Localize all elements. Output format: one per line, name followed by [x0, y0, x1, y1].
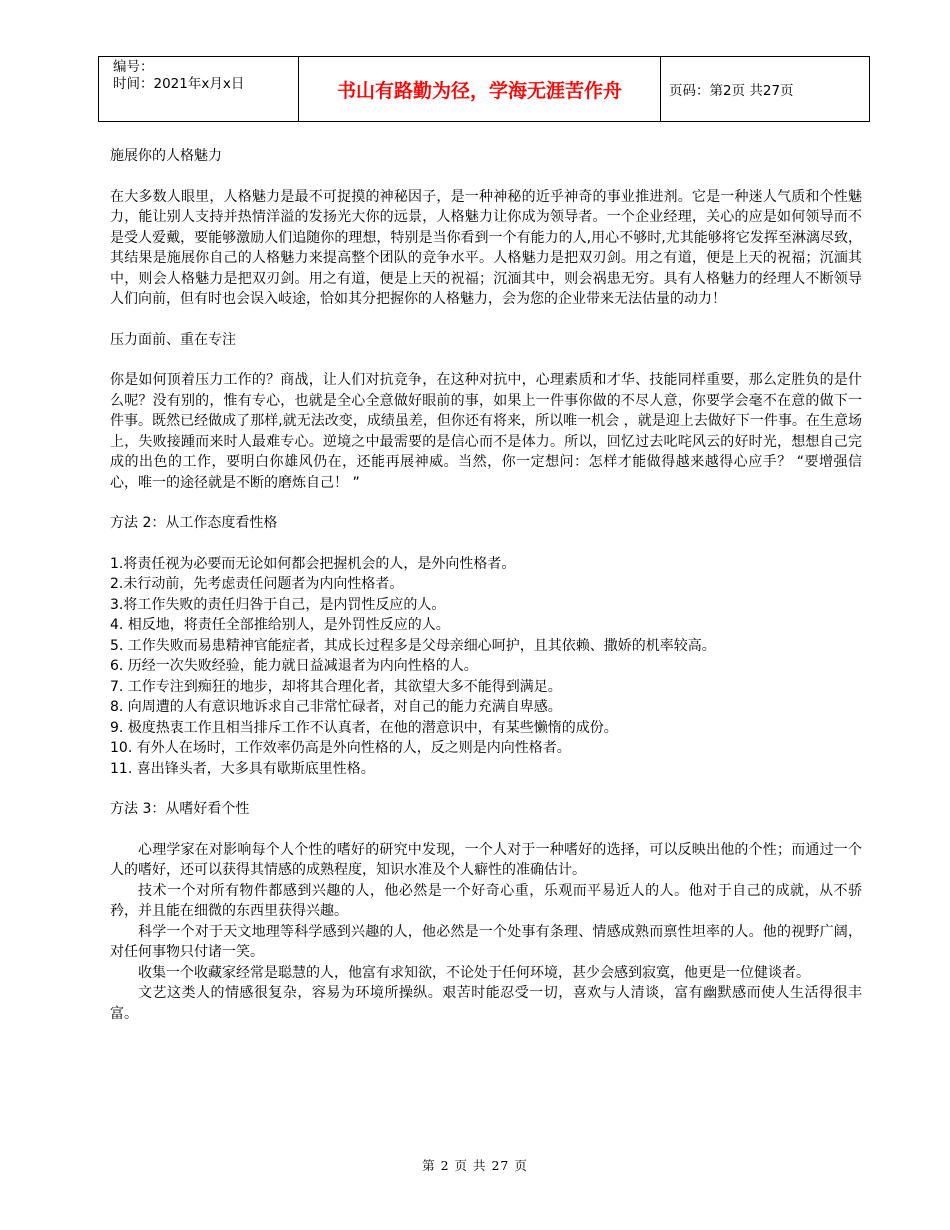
- hobby-paragraph: 心理学家在对影响每个人个性的嗜好的研究中发现，一个人对于一种嗜好的选择，可以反映出他的个性；而通过一个人的嗜好，还可以获得其情感的成熟程度，知识水准及个人癖性的准确估计。: [110, 841, 862, 878]
- time-label: 时间：2021年x月x日: [113, 76, 245, 92]
- list-item: 2.未行动前，先考虑责任问题者为内向性格者。: [110, 576, 404, 592]
- list-item: 5. 工作失败而易患精神官能症者，其成长过程多是父母亲细心呵护，且其依赖、撒娇的机率较高。: [110, 637, 716, 654]
- header-page-info: 页码：第2页 共27页: [669, 83, 794, 99]
- method-list: [110, 554, 862, 780]
- hobby-paragraph: 文艺这类人的情感很复杂，容易为环境所操纵。艰苦时能忍受一切，喜欢与人清谈，富有幽默感而使人生活得很丰富。: [110, 985, 862, 1022]
- section-title: 压力面前、重在专注: [110, 331, 236, 348]
- list-item: 3.将工作失败的责任归咎于自己，是内罚性反应的人。: [110, 596, 446, 613]
- list-item: 4. 相反地，将责任全部推给别人，是外罚性反应的人。: [110, 617, 450, 633]
- section-paragraph: 在大多数人眼里，人格魅力是最不可捉摸的神秘因子，是一种神秘的近乎神奇的事业推进剂。它是一种迷人气质和个性魅力，能让别人支持并热情洋溢的发扬光大你的远景，人格魅力让你成为领导者。一个企业经理，关心的应是如何领导而不是受人爱戴，要能够激励人们追随你的理想，特别是当你看到一个有能力的人,用心不够时,尤其能够将它发挥至淋漓尽致，其结果是施展你自己的人格魅力来提高整个团队的竞争水平。人格魅力是把双刃剑。用之有道，便是上天的祝福；沉湎其中，则会人格魅力是把双刃剑。用之有道，便是上天的祝福；沉湎其中，则会祸患无穷。具有人格魅力的经理人不断领导人们向前，但有时也会误入岐途，恰如其分把握你的人格魅力，会为您的企业带来无法估量的动力！: [110, 188, 862, 307]
- list-item: 8. 向周遭的人有意识地诉求自己非常忙碌者，对自己的能力充满自卑感。: [110, 699, 562, 715]
- section-title: 方法 3：从嗜好看个性: [110, 801, 250, 817]
- page-header: [98, 56, 870, 122]
- section-title: 方法 2：从工作态度看性格: [110, 515, 278, 531]
- list-item: 10. 有外人在场时，工作效率仍高是外向性格的人，反之则是内向性格者。: [110, 740, 571, 756]
- list-item: 9. 极度热衷工作且相当排斥工作不认真者，在他的潜意识中，有某些懒惰的成份。: [110, 719, 618, 736]
- list-item: 6. 历经一次失败经验，能力就日益减退者为内向性格的人。: [110, 658, 478, 674]
- header-info-cell: [99, 57, 299, 121]
- hobby-paragraph: 收集一个收藏家经常是聪慧的人，他富有求知欲，不论处于任何环境，甚少会感到寂寞，他更是一位健谈者。: [138, 964, 810, 981]
- document-body: [110, 146, 862, 1024]
- list-item: 11. 喜出锋头者，大多具有歇斯底里性格。: [110, 760, 375, 777]
- hobby-paragraph: 技术一个对所有物件都感到兴趣的人，他必然是一个好奇心重，乐观而平易近人的人。他对于自己的成就，从不骄矜，并且能在细微的东西里获得兴趣。: [110, 882, 862, 919]
- header-motto: 书山有路勤为径，学海无涯苦作舟: [299, 57, 661, 121]
- list-item: 7. 工作专注到痴狂的地步，却将其合理化者，其欲望大多不能得到满足。: [110, 678, 562, 695]
- hobby-paragraph: 科学一个对于天文地理等科学感到兴趣的人，他必然是一个处事有条理、情感成熟而禀性坦率的人。他的视野广阔，对任何事物只付诸一笑。: [110, 923, 862, 960]
- page-footer: 第 2 页 共 27 页: [422, 1158, 528, 1173]
- section-title: 施展你的人格魅力: [110, 148, 222, 164]
- number-label: 编号：: [113, 59, 154, 75]
- section-paragraph: 你是如何顶着压力工作的？商战，让人们对抗竞争，在这种对抗中，心理素质和才华、技能同样重要，那么定胜负的是什么呢？没有别的，惟有专心，也就是全心全意做好眼前的事，如果上一件事你做的不尽人意，你要学会毫不在意的做下一件事。既然已经做成了那样,就无法改变，成绩虽差，但你还有将来，所以唯一机会 ，就是迎上去做好下一件事。在生意场上，失败接踵而来时人最难专心。逆境之中最需要的是信心而不是体力。所以，回忆过去叱咤风云的好时光，想想自己完成的出色的工作，要明白你雄风仍在，还能再展神威。当然，你一定想问：怎样才能做得越来越得心应手？ “要增强信心，唯一的途径就是不断的磨炼自己！ ”: [110, 372, 862, 491]
- list-item: 1.将责任视为必要而无论如何都会把握机会的人，是外向性格者。: [110, 555, 516, 572]
